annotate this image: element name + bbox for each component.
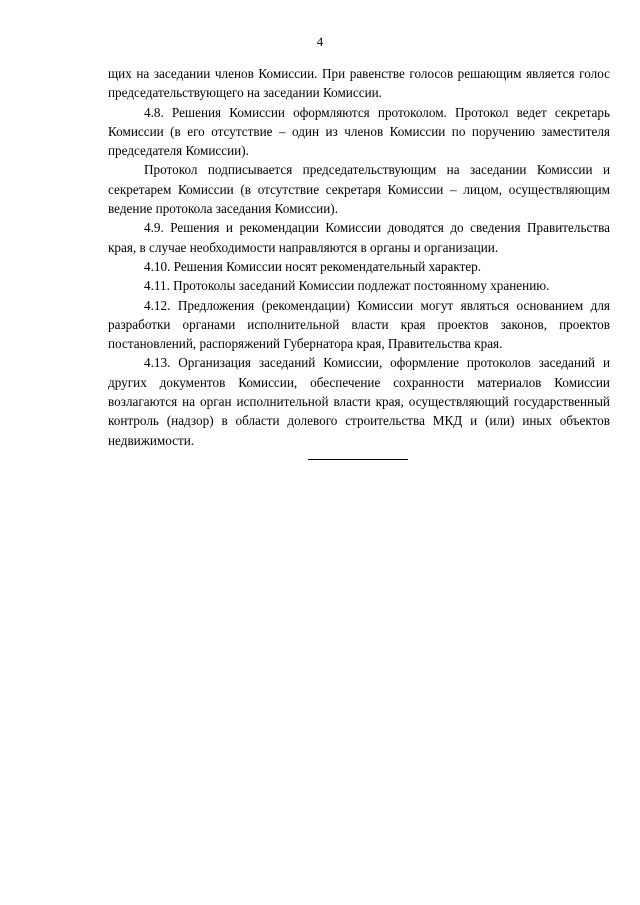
document-body xyxy=(108,64,610,450)
page-number: 4 xyxy=(316,34,324,49)
paragraph-4-8: 4.8. Решения Комиссии оформляются протоколом. Протокол ведет секретарь Комиссии (в его отсутствие – один из членов Комиссии по поручению заместителя председателя Комиссии). xyxy=(108,104,610,159)
paragraph-4-9: 4.9. Решения и рекомендации Комиссии доводятся до сведения Правительства края, в случае необходимости направляются в органы и организации. xyxy=(108,220,610,255)
paragraph-protocol-signing: Протокол подписывается председательствующим на заседании Комиссии и секретарем Комиссии (в отсутствие секретаря Комиссии – лицом, осуществляющим ведение протокола заседания Комиссии). xyxy=(108,162,610,217)
paragraph-4-11: 4.11. Протоколы заседаний Комиссии подлежат постоянному хранению. xyxy=(144,278,550,294)
paragraph-4-10: 4.10. Решения Комиссии носят рекомендательный характер. xyxy=(144,258,482,274)
paragraph-continuation: щих на заседании членов Комиссии. При равенстве голосов решающим является голос председательствующего на заседании Комиссии. xyxy=(108,66,610,101)
end-of-document-rule xyxy=(308,459,408,460)
paragraph-4-13: 4.13. Организация заседаний Комиссии, оформление протоколов заседаний и других документов Комиссии, обеспечение сохранности материалов Комиссии возлагаются на орган исполнительной власти края, осуществляющий государственный контроль (надзор) в области долевого строительства МКД и (или) иных объектов недвижимости. xyxy=(108,355,610,448)
paragraph-4-12: 4.12. Предложения (рекомендации) Комиссии могут являться основанием для разработки органами исполнительной власти края проектов законов, проектов постановлений, распоряжений Губернатора края, Правительства края. xyxy=(108,297,610,352)
